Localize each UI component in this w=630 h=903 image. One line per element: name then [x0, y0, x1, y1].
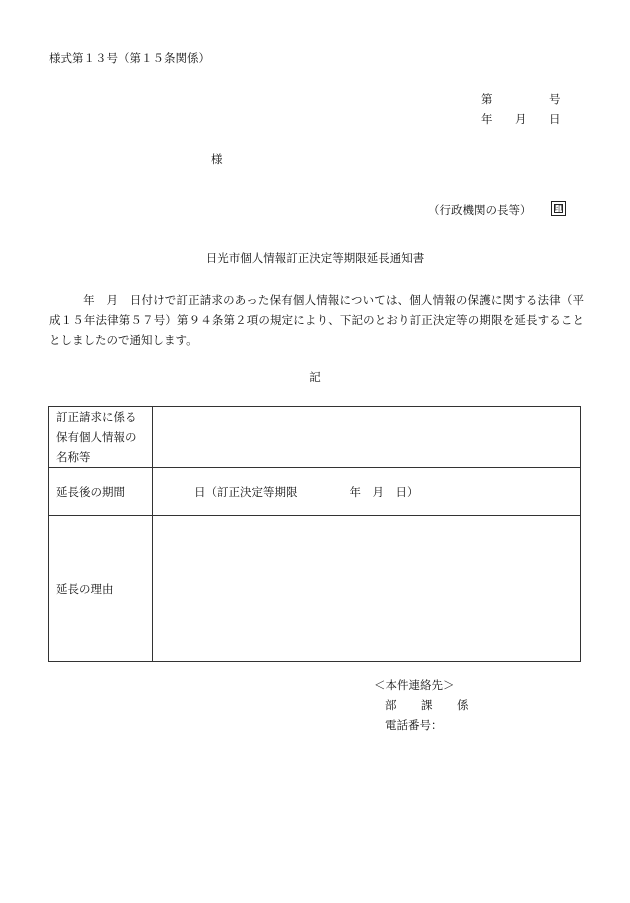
- document-number-label: 第: [481, 92, 493, 106]
- period-start-text: 日（訂正決定等期限: [194, 484, 298, 499]
- table-row: [49, 468, 581, 516]
- contact-unit: 係: [457, 698, 469, 712]
- table-value-cell: [153, 516, 581, 662]
- details-table: [48, 406, 581, 662]
- date-day: 日: [549, 112, 561, 126]
- table-label-cell: 延長の理由: [49, 516, 153, 662]
- contact-section: 課: [421, 698, 433, 712]
- body-paragraph: [49, 290, 584, 350]
- table-value-cell: [153, 468, 581, 516]
- date-year: 年: [481, 112, 493, 126]
- form-number: 様式第１３号（第１５条関係）: [49, 51, 210, 65]
- table-label-cell: 訂正請求に係る保有個人情報の名称等: [49, 407, 153, 468]
- seal-stamp-icon: 印: [551, 201, 566, 216]
- date-month: 月: [515, 112, 527, 126]
- document-title: 日光市個人情報訂正決定等期限延長通知書: [205, 251, 425, 265]
- table-row: [49, 516, 581, 662]
- contact-phone: 電話番号：: [385, 718, 443, 732]
- contact-dept: 部: [385, 698, 397, 712]
- period-deadline-text: 年 月 日）: [349, 484, 419, 499]
- sender-label: （行政機関の長等）: [428, 203, 532, 217]
- body-text: 年 月 日付けで訂正請求のあった保有個人情報については、個人情報の保護に関する法律（平成１５年法律第５７号）第９４条第２項の規定により、下記のとおり訂正決定等の期限を延長することとしましたので通知します。: [49, 293, 584, 347]
- table-value-cell: [153, 407, 581, 468]
- contact-title: ＜本件連絡先＞: [374, 678, 455, 692]
- table-label-cell: 延長後の期間: [49, 468, 153, 516]
- addressee: 様: [211, 152, 223, 166]
- ki-heading: 記: [309, 370, 321, 384]
- document-number-suffix: 号: [549, 92, 561, 106]
- table-row: [49, 407, 581, 468]
